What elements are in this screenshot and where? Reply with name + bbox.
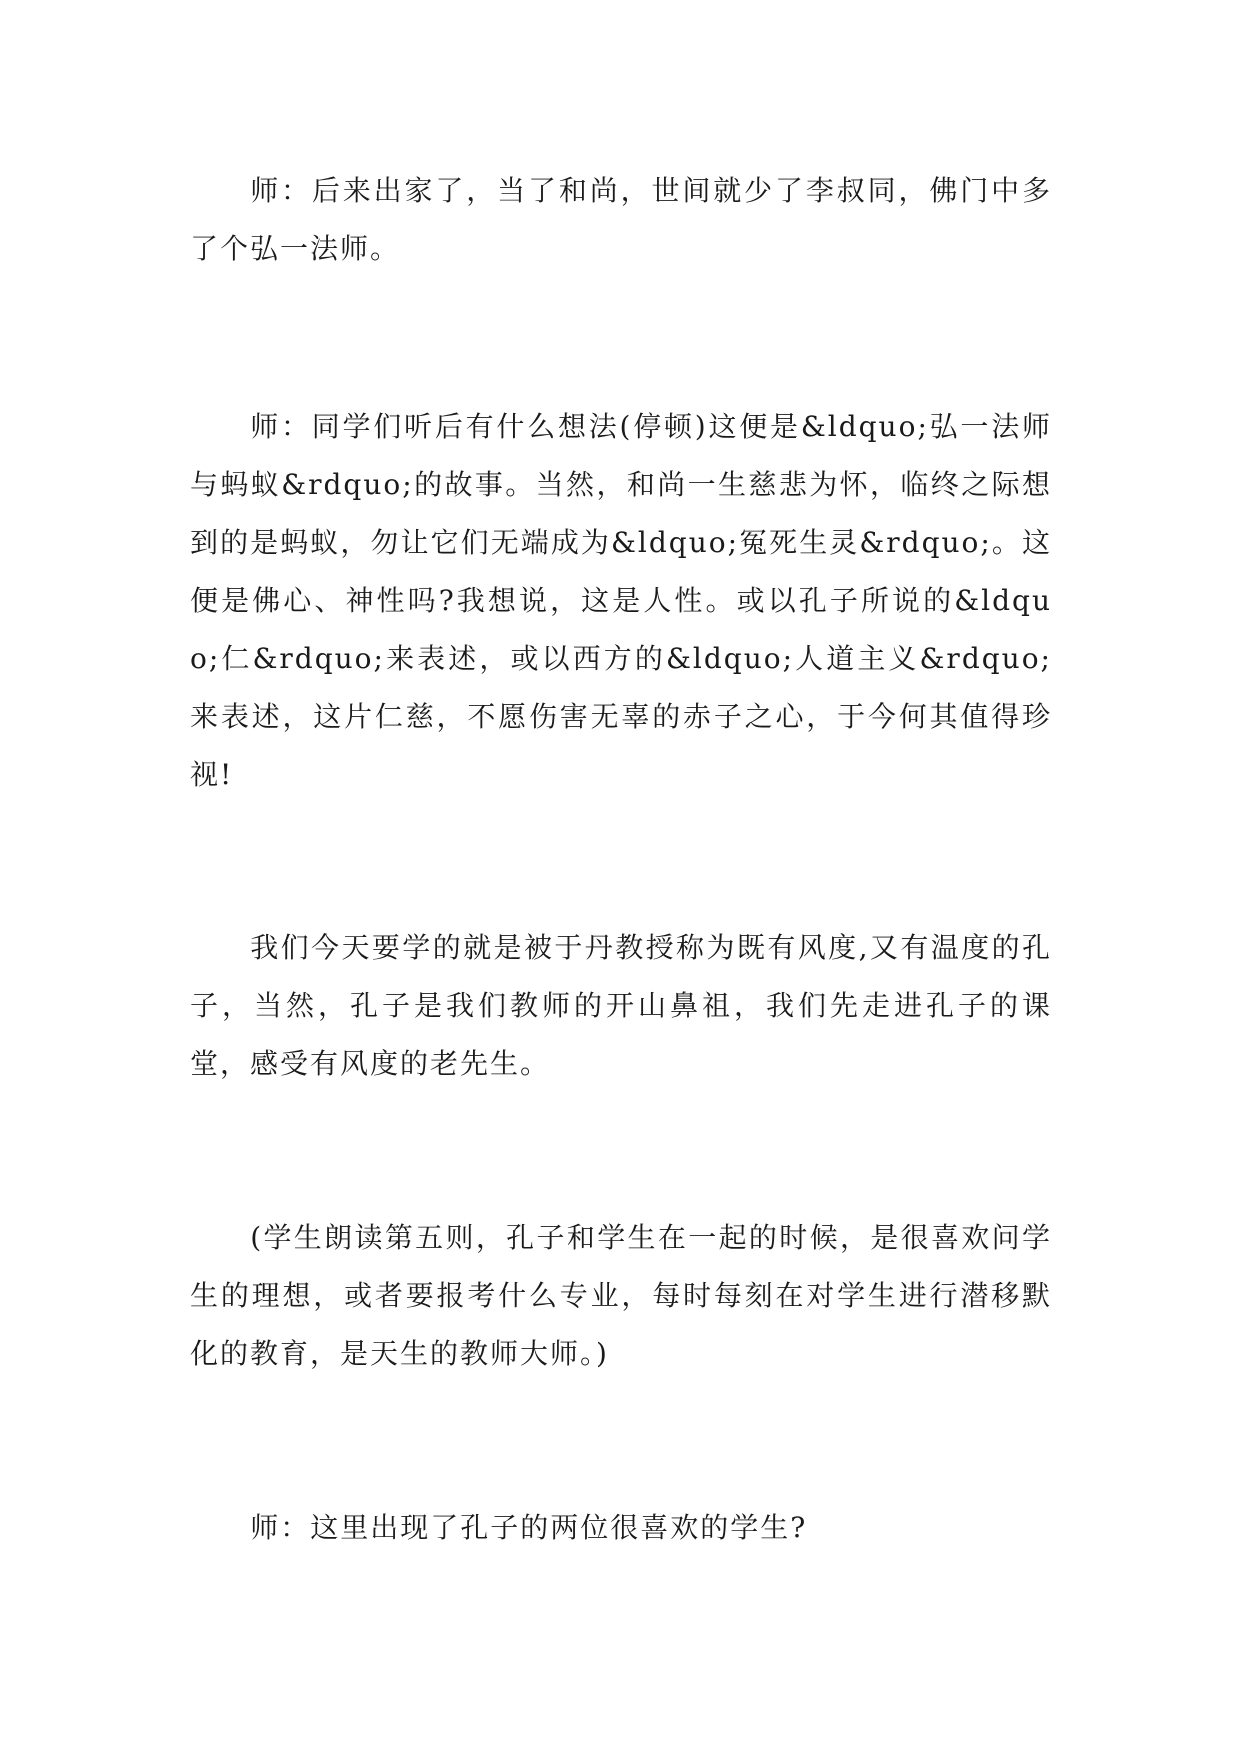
paragraph-teacher-question: 师：这里出现了孔子的两位很喜欢的学生? <box>250 1511 808 1544</box>
paragraph-confucius-intro: 我们今天要学的就是被于丹教授称为既有风度,又有温度的孔子，当然，孔子是我们教师的开山鼻祖，我们先走进孔子的课堂，感受有风度的老先生。 <box>190 931 1052 1080</box>
paragraph-teacher-ordination: 师：后来出家了，当了和尚，世间就少了李叔同，佛门中多了个弘一法师。 <box>190 174 1052 265</box>
document-body <box>190 162 1052 1557</box>
paragraph-ant-story: 师：同学们听后有什么想法(停顿)这便是&ldquo;弘一法师与蚂蚁&rdquo;的故事。当然，和尚一生慈悲为怀，临终之际想到的是蚂蚁，勿让它们无端成为&ldquo;冤死生灵&rdquo;。这便是佛心、神性吗?我想说，这是人性。或以孔子所说的&ldquo;仁&rdquo;来表述，或以西方的&ldquo;人道主义&rdquo;来表述，这片仁慈，不愿伤害无辜的赤子之心，于今何其值得珍视! <box>190 410 1052 791</box>
paragraph-student-reading: (学生朗读第五则，孔子和学生在一起的时候，是很喜欢问学生的理想，或者要报考什么专业，每时每刻在对学生进行潜移默化的教育，是天生的教师大师。) <box>190 1221 1052 1370</box>
